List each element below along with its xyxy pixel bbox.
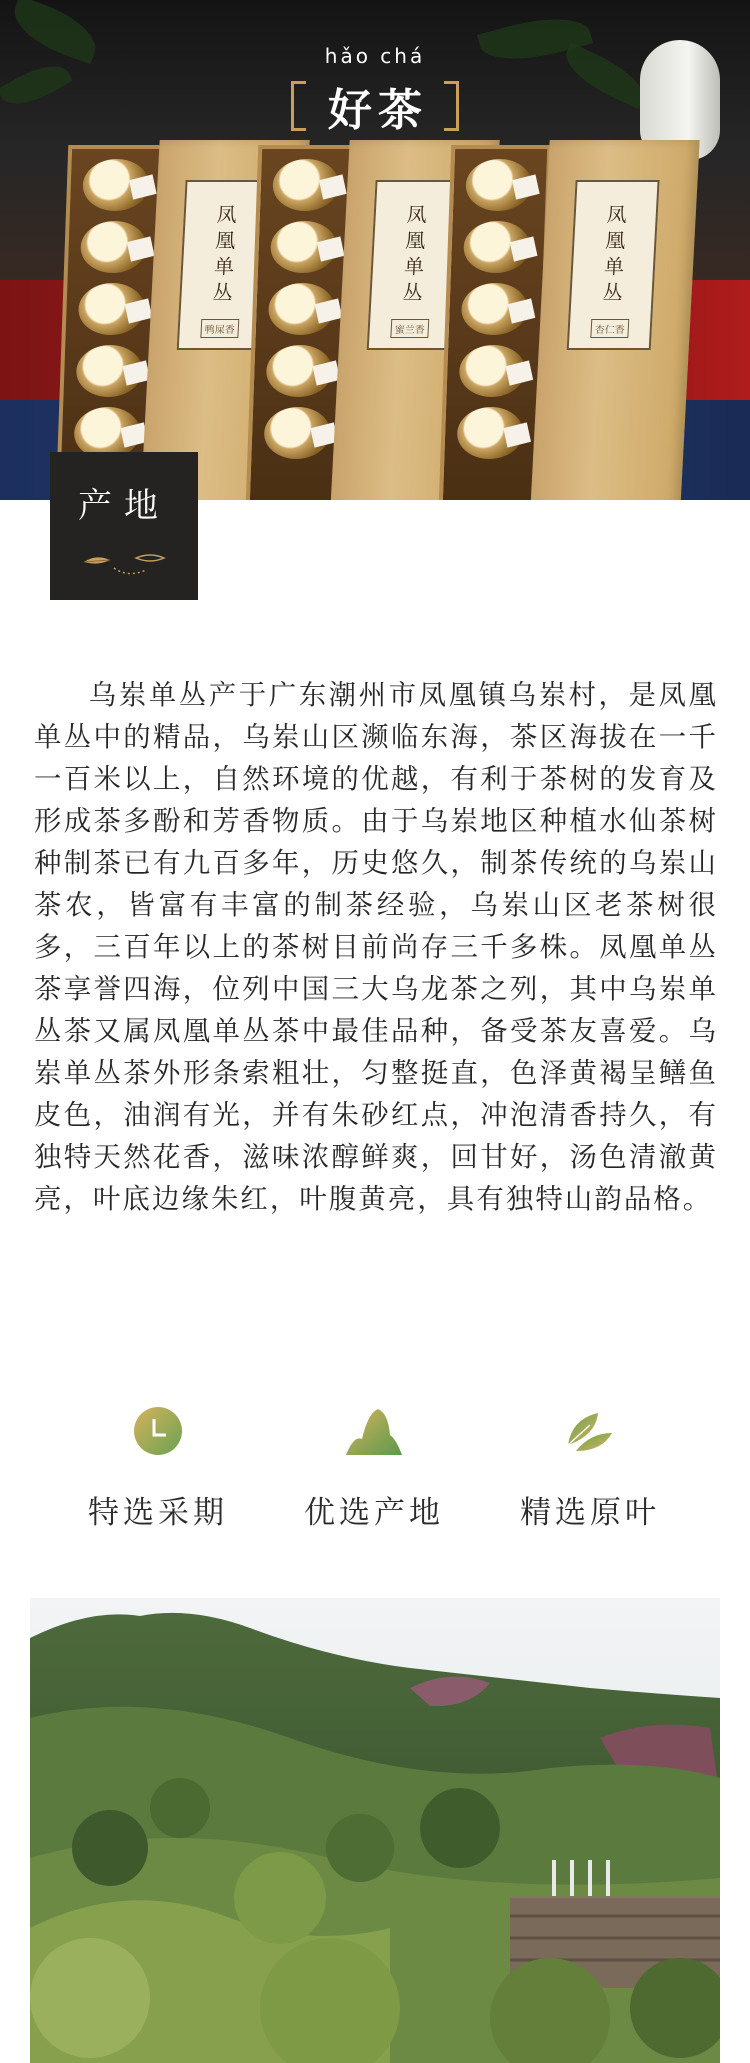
clock-icon [132,1405,184,1457]
hero-title-block [0,44,750,138]
bracket-right-icon [444,81,459,131]
tea-jar [461,283,529,335]
tea-jar [270,221,338,273]
tea-jar [272,159,340,211]
feature-leaf [480,1405,700,1532]
tea-jar [263,407,331,459]
box-label-text: 凤凰单丛 [208,204,238,308]
feature-harvest [48,1405,268,1532]
hero-title-text: 好茶 [328,85,428,136]
bracket-left-icon [291,81,306,131]
feature-label: 优选产地 [304,1495,444,1531]
tea-garden-illustration [30,1598,720,2063]
tea-jar [78,283,146,335]
hero-banner [0,0,750,500]
tea-box [530,140,699,500]
box-label-text: 凤凰单丛 [398,204,428,308]
tea-jar [463,221,531,273]
box-label [567,180,660,350]
feature-row [0,1405,750,1535]
section-badge [50,452,198,600]
tea-jar [456,407,524,459]
feature-label: 特选采期 [88,1495,228,1531]
tea-jar [80,221,148,273]
box-label-sub: 鸭屎香 [200,319,239,338]
tea-jar [82,159,150,211]
leaf-icon [564,1405,616,1457]
tea-jar [265,345,333,397]
tea-jar [458,345,526,397]
tea-garden-photo [30,1598,720,2063]
tea-jar [75,345,143,397]
origin-description: 乌岽单丛产于广东潮州市凤凰镇乌岽村，是凤凰单丛中的精品，乌岽山区濒临东海，茶区海拔在一千一百米以上，自然环境的优越，有利于茶树的发育及形成茶多酚和芳香物质。由于乌岽地区种植水仙茶树种制茶已有九百多年，历史悠久，制茶传统的乌岽山茶农，皆富有丰富的制茶经验，乌岽山区老茶树很多，三百年以上的茶树目前尚存三千多株。凤凰单丛茶享誉四海，位列中国三大乌龙茶之列，其中乌岽单丛茶又属凤凰单丛茶中最佳品种，备受茶友喜爱。乌岽单丛茶外形条索粗壮，匀整挺直，色泽黄褐呈鳝鱼皮色，油润有光，并有朱砂红点，冲泡清香持久，有独特天然花香，滋味浓醇鲜爽，回甘好，汤色清澈黄亮，叶底边缘朱红，叶腹黄亮，具有独特山韵品格。 [34,680,718,1216]
feature-label: 精选原叶 [520,1495,660,1531]
hero-pinyin: hǎo chá [324,44,426,68]
mountain-icon [344,1405,404,1457]
tea-jar [268,283,336,335]
box-label-text: 凤凰单丛 [598,204,628,308]
tea-jar [465,159,533,211]
box-label-sub: 蜜兰香 [390,319,429,338]
hero-title [291,74,459,138]
section-badge-title: 产地 [78,486,170,526]
feature-origin [264,1405,484,1532]
tea-leaf-deco-icon [80,548,170,578]
box-label-sub: 杏仁香 [590,319,629,338]
